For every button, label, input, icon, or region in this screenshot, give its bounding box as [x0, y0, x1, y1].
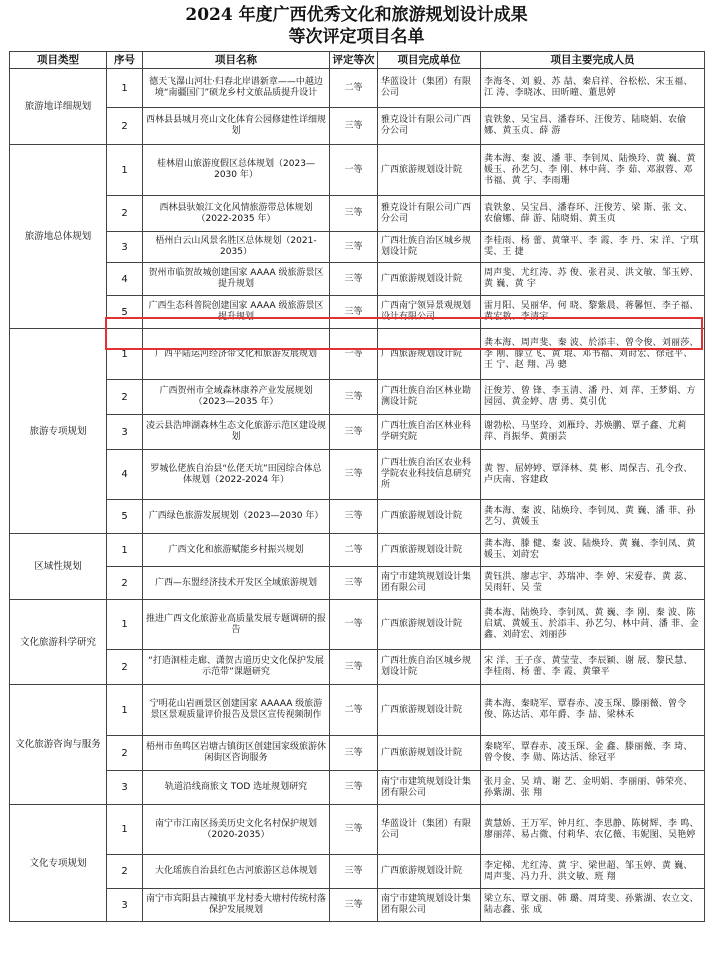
grade-cell: 三等	[330, 889, 378, 922]
row-number: 4	[107, 263, 143, 296]
table-row	[10, 650, 705, 685]
row-number: 5	[107, 500, 143, 534]
header-no: 序号	[107, 52, 143, 69]
project-name: 梧州市鱼鸣区岩塘古镇街区创建国家级旅游休闲街区咨询服务	[143, 736, 330, 771]
category-cell: 旅游地总体规划	[10, 145, 107, 329]
row-number: 2	[107, 380, 143, 415]
unit-cell: 广西壮族自治区农业科学院农业科技信息研究所	[378, 450, 481, 500]
project-name: 广西贺州市全域森林康养产业发展规划（2023—2035 年）	[143, 380, 330, 415]
row-number: 2	[107, 108, 143, 145]
header-unit: 项目完成单位	[378, 52, 481, 69]
unit-cell: 广西旅游规划设计院	[378, 145, 481, 196]
header-type: 项目类型	[10, 52, 107, 69]
project-name: “打造洄桂走廊、潇贺古道历史文化保护发展示范带”课题研究	[143, 650, 330, 685]
table-row	[10, 263, 705, 296]
row-number: 2	[107, 736, 143, 771]
people-cell: 黄慧娇、王万军、钟月红、李思静、陈树辉、李 鸣、廖丽萍、易占微、付莉华、农亿薇、韦妮图、吴艳婷	[481, 805, 705, 855]
category-cell: 文化旅游咨询与服务	[10, 685, 107, 805]
table-row	[10, 108, 705, 145]
header-grade: 评定等次	[330, 52, 378, 69]
project-name: 西林县驮娘江文化风情旅游带总体规划（2022-2035 年）	[143, 196, 330, 232]
unit-cell: 广西壮族自治区林业勘测设计院	[378, 380, 481, 415]
unit-cell: 广西旅游规划设计院	[378, 600, 481, 650]
grade-cell: 三等	[330, 650, 378, 685]
people-cell: 周声斐、尤红涛、苏 俊、张君灵、洪文敏、邹玉婷、黄 巍、黄 宇	[481, 263, 705, 296]
people-cell: 李定梯、尤红涛、黄 宇、梁世超、邹玉婷、黄 巍、周声斐、冯力升、洪文敏、班 翔	[481, 855, 705, 889]
unit-cell: 广西旅游规划设计院	[378, 736, 481, 771]
people-cell: 谢勃松、马坚玲、刘雁玲、苏焕鹏、覃子鑫、尤莉萍、肖振华、黄丽芸	[481, 415, 705, 450]
project-name: 宁明花山岩画景区创建国家 AAAAA 级旅游景区景观质量评价报告及景区宣传视频制作	[143, 685, 330, 736]
row-number: 3	[107, 232, 143, 263]
grade-cell: 一等	[330, 145, 378, 196]
people-cell: 汪俊芳、曾 锋、李玉清、潘 丹、刘 萍、王梦娟、方园园、黄金婷、唐 勇、莫引优	[481, 380, 705, 415]
unit-cell: 广西壮族自治区林业科学研究院	[378, 415, 481, 450]
table-row	[10, 600, 705, 650]
people-cell: 秦晓军、覃春赤、凌玉琛、金 鑫、滕丽薇、李 琦、曾令俊、李 勋、陈达活、徐冠平	[481, 736, 705, 771]
grade-cell: 三等	[330, 415, 378, 450]
row-number: 2	[107, 567, 143, 600]
people-cell: 李桂雨、杨 蕾、黄肇平、李 霞、李 丹、宋 洋、宁琪雯、王 捷	[481, 232, 705, 263]
people-cell: 袁铁象、吴宝昌、潘春环、汪俊芳、梁 斯、张 文、农偷娜、薛 游、陆晓娟、黄玉贞	[481, 196, 705, 232]
row-number: 1	[107, 329, 143, 380]
people-cell: 梁立东、覃文丽、韩 璐、周琦斐、孙紫湖、农立文、陆志鑫、张 成	[481, 889, 705, 922]
unit-cell: 华蓝设计（集团）有限公司	[378, 805, 481, 855]
project-name: 南宁市宾阳县古辣镇平龙村委大塘村传统村落保护发展规划	[143, 889, 330, 922]
people-cell: 龚本海、秦 波、潘 菲、李钊凤、陆焕玲、黄 巍、黄媛玉、孙艺匀、李 刚、林中苘、李 茹、邓淑蓉、邓书福、黄 宇、李雨珊	[481, 145, 705, 196]
unit-cell: 广西旅游规划设计院	[378, 263, 481, 296]
table-row	[10, 534, 705, 567]
table-row	[10, 771, 705, 805]
project-name: 凌云县浩坤湖森林生态文化旅游示范区建设规划	[143, 415, 330, 450]
project-name: 罗城仫佬族自治县“仫佬天坑”田园综合体总体规划（2022-2024 年）	[143, 450, 330, 500]
unit-cell: 雅克设计有限公司广西分公司	[378, 108, 481, 145]
table-row	[10, 296, 705, 329]
table-row	[10, 736, 705, 771]
unit-cell: 广西旅游规划设计院	[378, 329, 481, 380]
grade-cell: 二等	[330, 685, 378, 736]
table-header-row	[10, 52, 705, 69]
category-cell: 旅游专项规划	[10, 329, 107, 534]
unit-cell: 广西旅游规划设计院	[378, 685, 481, 736]
category-cell: 旅游地详细规划	[10, 69, 107, 145]
category-cell: 区域性规划	[10, 534, 107, 600]
table-row	[10, 232, 705, 263]
people-cell: 龚本海、秦 波、陆焕玲、李钊凤、黄 巍、潘 菲、孙艺匀、黄媛玉	[481, 500, 705, 534]
table-row	[10, 805, 705, 855]
project-name: 梧州白云山风景名胜区总体规划（2021-2035）	[143, 232, 330, 263]
people-cell: 黄钰洪、廖志宇、苏瑞冲、李 婷、宋爱春、黄 蕊、吴雨轩、吴 莹	[481, 567, 705, 600]
table-row	[10, 685, 705, 736]
unit-cell: 南宁市建筑规划设计集团有限公司	[378, 567, 481, 600]
row-number: 1	[107, 805, 143, 855]
project-name: 南宁市江南区扬美历史文化名村保护规划（2020-2035）	[143, 805, 330, 855]
row-number: 3	[107, 889, 143, 922]
people-cell: 黄 智、屈婷婷、覃泽林、莫 彬、周保吉、孔令孜、卢庆南、容建政	[481, 450, 705, 500]
category-cell: 文化旅游科学研究	[10, 600, 107, 685]
row-number: 3	[107, 771, 143, 805]
unit-cell: 华蓝设计（集团）有限公司	[378, 69, 481, 108]
unit-cell: 广西壮族自治区城乡规划设计院	[378, 232, 481, 263]
row-number: 1	[107, 534, 143, 567]
unit-cell: 雅克设计有限公司广西分公司	[378, 196, 481, 232]
table-row	[10, 145, 705, 196]
unit-cell: 广西南宁领异景观规划设计有限公司	[378, 296, 481, 329]
unit-cell: 广西旅游规划设计院	[378, 500, 481, 534]
unit-cell: 广西旅游规划设计院	[378, 534, 481, 567]
people-cell: 宋 洋、王子彦、黄莹莹、李辰颖、谢 展、黎民慧、李桂雨、杨 蕾、李 霞、黄肇平	[481, 650, 705, 685]
project-name: 广西文化和旅游赋能乡村振兴规划	[143, 534, 330, 567]
row-number: 4	[107, 450, 143, 500]
grade-cell: 三等	[330, 771, 378, 805]
table-row	[10, 855, 705, 889]
project-name: 西林县县城月亮山文化体育公园修建性详细规划	[143, 108, 330, 145]
table-row	[10, 450, 705, 500]
doc-subtitle: 等次评定项目名单	[288, 27, 425, 47]
grade-cell: 三等	[330, 196, 378, 232]
project-name: 广西平陆运河经济带文化和旅游发展规划	[143, 329, 330, 380]
people-cell: 雷月阳、吴丽华、何 晓、黎紫晨、蒋馨恒、李子福、黄宏敖、李清宇	[481, 296, 705, 329]
people-cell: 袁铁象、吴宝昌、潘春环、汪俊芳、陆晓娟、农偷娜、黄玉贞、薛 游	[481, 108, 705, 145]
unit-cell: 南宁市建筑规划设计集团有限公司	[378, 889, 481, 922]
grade-cell: 三等	[330, 108, 378, 145]
table-row	[10, 380, 705, 415]
table-row	[10, 500, 705, 534]
table-row	[10, 567, 705, 600]
row-number: 1	[107, 600, 143, 650]
grade-cell: 一等	[330, 600, 378, 650]
row-number: 2	[107, 196, 143, 232]
category-cell: 文化专项规划	[10, 805, 107, 922]
project-name: 广西绿色旅游发展规划（2023—2030 年）	[143, 500, 330, 534]
people-cell: 张月金、吴 靖、谢 艺、金明娟、李丽丽、韩荣亮、孙紫湖、张 翔	[481, 771, 705, 805]
project-name: 桂林眉山旅游度假区总体规划（2023—2030 年）	[143, 145, 330, 196]
grade-cell: 三等	[330, 450, 378, 500]
project-name: 贺州市临贺故城创建国家 AAAA 级旅游景区提升规划	[143, 263, 330, 296]
table-row	[10, 69, 705, 108]
project-name: 广西—东盟经济技术开发区全域旅游规划	[143, 567, 330, 600]
header-name: 项目名称	[143, 52, 330, 69]
title-block	[0, 0, 713, 48]
doc-title: 2024 年度广西优秀文化和旅游规划设计成果	[185, 5, 528, 25]
table-row	[10, 415, 705, 450]
grade-cell: 三等	[330, 567, 378, 600]
row-number: 2	[107, 650, 143, 685]
grade-cell: 三等	[330, 855, 378, 889]
table-row	[10, 196, 705, 232]
unit-cell: 广西旅游规划设计院	[378, 855, 481, 889]
grade-cell: 三等	[330, 296, 378, 329]
row-number: 1	[107, 145, 143, 196]
unit-cell: 南宁市建筑规划设计集团有限公司	[378, 771, 481, 805]
grade-cell: 三等	[330, 736, 378, 771]
grade-cell: 三等	[330, 500, 378, 534]
grade-cell: 二等	[330, 534, 378, 567]
results-table	[9, 51, 705, 922]
people-cell: 龚本海、陆焕玲、李钊凤、黄 巍、李 刚、秦 波、陈启斌、黄媛玉、於添丰、孙艺匀、林中苘、潘 菲、金 鑫、刘莳宏、刘丽莎	[481, 600, 705, 650]
table-body	[10, 69, 705, 922]
people-cell: 李海冬、刘 毅、苏 喆、秦启祥、谷松松、宋玉福、江 涛、李晓冰、田昕曈、董思婷	[481, 69, 705, 108]
unit-cell: 广西壮族自治区城乡规划设计院	[378, 650, 481, 685]
row-number: 5	[107, 296, 143, 329]
grade-cell: 三等	[330, 805, 378, 855]
project-name: 轨道沿线商旅文 TOD 选址规划研究	[143, 771, 330, 805]
project-name: 德天飞瀑山河壮·归春北岸谱新章——中越边境“南疆国门”硕龙乡村文旅品质提升设计	[143, 69, 330, 108]
grade-cell: 三等	[330, 263, 378, 296]
table-row	[10, 329, 705, 380]
row-number: 2	[107, 855, 143, 889]
people-cell: 龚本海、滕 健、秦 波、陆焕玲、黄 巍、李钊凤、黄媛玉、刘莳宏	[481, 534, 705, 567]
row-number: 1	[107, 69, 143, 108]
project-name: 广西生态科普院创建国家 AAAA 级旅游景区提升规划	[143, 296, 330, 329]
project-name: 大化瑶族自治县红色古河旅游区总体规划	[143, 855, 330, 889]
people-cell: 龚本海、周声斐、秦 波、於添丰、曾令俊、刘丽莎、李 刚、滕立飞、黄 琨、邓书福、刘莳宏、徐冠平、王 宁、赵 翔、冯 骢	[481, 329, 705, 380]
grade-cell: 三等	[330, 380, 378, 415]
project-name: 推进广西文化旅游业高质量发展专题调研的报告	[143, 600, 330, 650]
grade-cell: 二等	[330, 69, 378, 108]
grade-cell: 一等	[330, 329, 378, 380]
header-people: 项目主要完成人员	[481, 52, 705, 69]
row-number: 3	[107, 415, 143, 450]
row-number: 1	[107, 685, 143, 736]
people-cell: 龚本海、秦晓军、覃春赤、凌玉琛、滕丽薇、曾令俊、陈达活、邓年爵、李 喆、梁林禾	[481, 685, 705, 736]
grade-cell: 三等	[330, 232, 378, 263]
table-row	[10, 889, 705, 922]
